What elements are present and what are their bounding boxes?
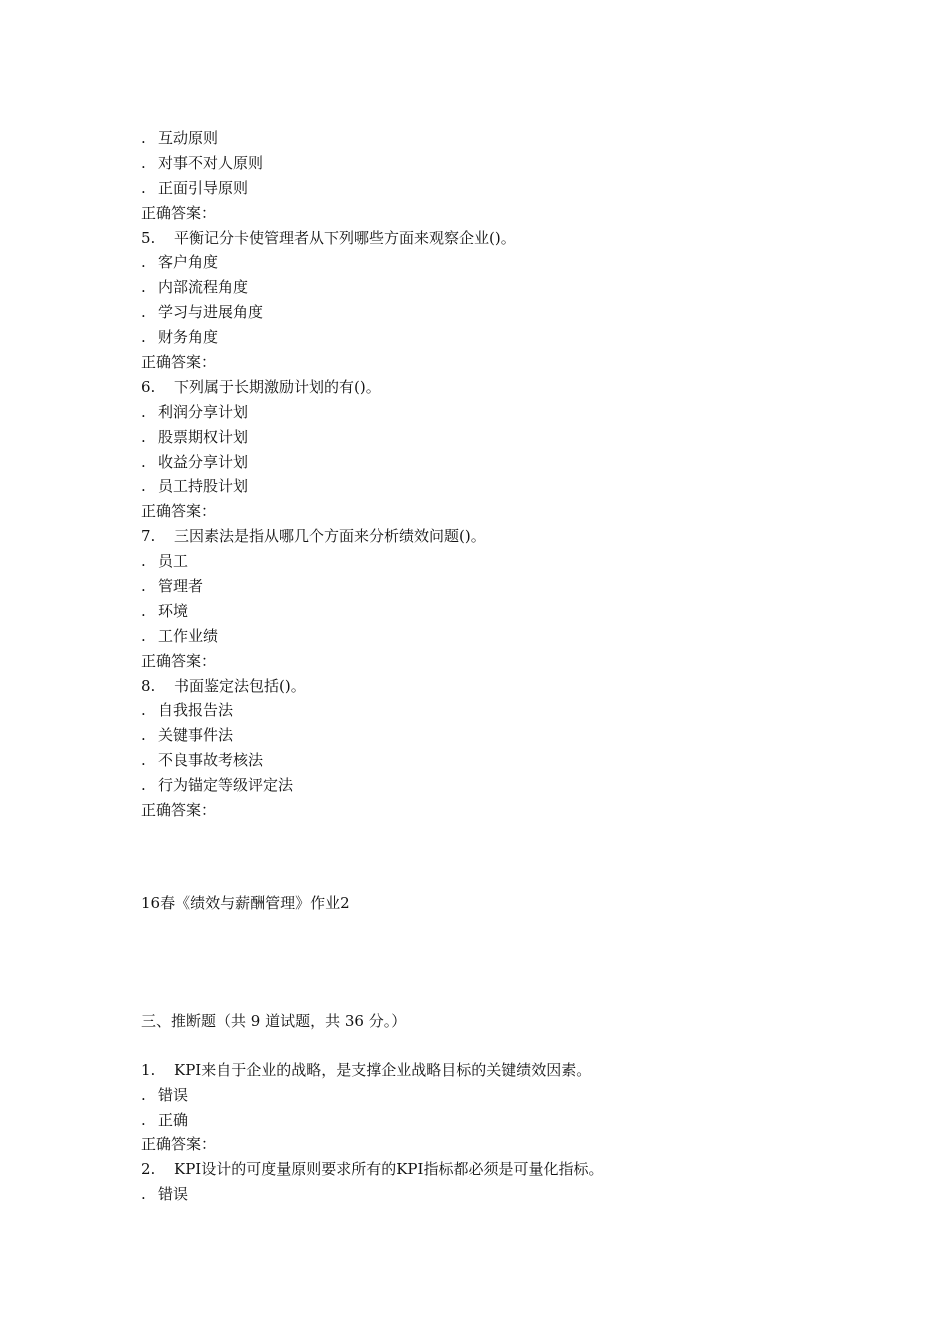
option-item: [141, 1083, 861, 1108]
question-text: 三因素法是指从哪几个方面来分析绩效问题()。: [174, 527, 486, 546]
option-item: [141, 300, 861, 325]
option-text: 财务角度: [158, 328, 219, 347]
option-item: [141, 275, 861, 300]
question-stem: [141, 1157, 861, 1182]
option-marker: .: [141, 278, 146, 297]
option-text: 收益分享计划: [158, 452, 249, 471]
option-item: [141, 1182, 861, 1207]
question-number: 5.: [141, 228, 156, 247]
question-text: 下列属于长期激励计划的有()。: [174, 377, 381, 396]
option-text: 互动原则: [158, 129, 219, 147]
judge-question-2: [141, 1157, 861, 1207]
option-marker: .: [141, 427, 146, 446]
option-marker: .: [141, 1185, 146, 1204]
option-text: 客户角度: [158, 253, 219, 272]
option-item: [141, 748, 861, 773]
option-item: [141, 400, 861, 425]
option-marker: .: [141, 153, 146, 172]
option-marker: .: [141, 726, 146, 745]
spacer: [141, 823, 861, 891]
option-text: 内部流程角度: [158, 278, 249, 297]
option-text: 行为锚定等级评定法: [158, 776, 294, 795]
option-marker: .: [141, 1110, 146, 1129]
answer-label: 正确答案：: [141, 651, 217, 670]
document-title: 16春《绩效与薪酬管理》作业2: [141, 893, 350, 912]
question-stem: [141, 375, 861, 400]
option-item: [141, 425, 861, 450]
option-marker: .: [141, 303, 146, 322]
option-marker: .: [141, 626, 146, 645]
question-text: KPI设计的可度量原则要求所有的KPI指标都必须是可量化指标。: [174, 1160, 604, 1179]
option-text: 错误: [158, 1185, 189, 1204]
option-marker: .: [141, 402, 146, 421]
question-number: 6.: [141, 377, 156, 396]
option-text: 管理者: [158, 577, 204, 596]
spacer: [141, 1034, 861, 1058]
option-marker: .: [141, 452, 146, 471]
section-heading: 三、推断题（共 9 道试题，共 36 分。）: [141, 1011, 407, 1030]
option-item: [141, 126, 861, 151]
option-item: [141, 773, 861, 798]
answer-label: 正确答案：: [141, 203, 217, 222]
option-marker: .: [141, 776, 146, 795]
option-item: [141, 450, 861, 475]
option-text: 错误: [158, 1085, 189, 1104]
option-text: 股票期权计划: [158, 427, 249, 446]
option-marker: .: [141, 1085, 146, 1104]
option-item: [141, 1108, 861, 1133]
question-block-5: [141, 226, 861, 375]
question-number: 2.: [141, 1160, 156, 1179]
question-stem: [141, 1058, 861, 1083]
answer-label: 正确答案：: [141, 353, 217, 372]
option-marker: .: [141, 577, 146, 596]
option-item: [141, 176, 861, 201]
option-item: [141, 549, 861, 574]
option-marker: .: [141, 751, 146, 770]
question-text: 书面鉴定法包括()。: [174, 676, 306, 695]
option-text: 学习与进展角度: [158, 303, 264, 322]
option-marker: .: [141, 253, 146, 272]
question-number: 7.: [141, 527, 156, 546]
option-marker: .: [141, 552, 146, 571]
question-text: KPI来自于企业的战略，是支撑企业战略目标的关键绩效因素。: [174, 1060, 592, 1079]
option-text: 员工: [158, 552, 189, 571]
judge-question-1: [141, 1058, 861, 1158]
option-text: 自我报告法: [158, 701, 234, 720]
option-marker: .: [141, 701, 146, 720]
answer-label: 正确答案：: [141, 502, 217, 521]
question-number: 8.: [141, 676, 156, 695]
option-text: 员工持股计划: [158, 477, 249, 496]
question-block-7: [141, 524, 861, 673]
question-block-6: [141, 375, 861, 524]
option-text: 关键事件法: [158, 726, 234, 745]
answer-label: 正确答案：: [141, 1135, 217, 1154]
option-marker: .: [141, 328, 146, 347]
question-text: 平衡记分卡使管理者从下列哪些方面来观察企业()。: [174, 228, 516, 247]
option-item: [141, 574, 861, 599]
answer-label: 正确答案：: [141, 801, 217, 820]
option-marker: .: [141, 601, 146, 620]
option-item: [141, 151, 861, 176]
option-marker: .: [141, 477, 146, 496]
option-item: [141, 599, 861, 624]
option-item: [141, 624, 861, 649]
option-marker: .: [141, 129, 146, 147]
option-item: [141, 325, 861, 350]
option-text: 工作业绩: [158, 626, 219, 645]
question-block-prev: [141, 126, 861, 226]
option-text: 对事不对人原则: [158, 153, 264, 172]
option-text: 利润分享计划: [158, 402, 249, 421]
question-stem: [141, 226, 861, 251]
question-stem: [141, 674, 861, 699]
question-block-8: [141, 674, 861, 823]
option-item: [141, 474, 861, 499]
option-text: 不良事故考核法: [158, 751, 264, 770]
option-text: 正面引导原则: [158, 178, 249, 197]
option-item: [141, 250, 861, 275]
option-text: 环境: [158, 601, 189, 620]
option-text: 正确: [158, 1110, 189, 1129]
document-page: [141, 126, 861, 1207]
spacer: [141, 916, 861, 1009]
question-number: 1.: [141, 1060, 156, 1079]
option-item: [141, 698, 861, 723]
question-stem: [141, 524, 861, 549]
option-item: [141, 723, 861, 748]
option-marker: .: [141, 178, 146, 197]
